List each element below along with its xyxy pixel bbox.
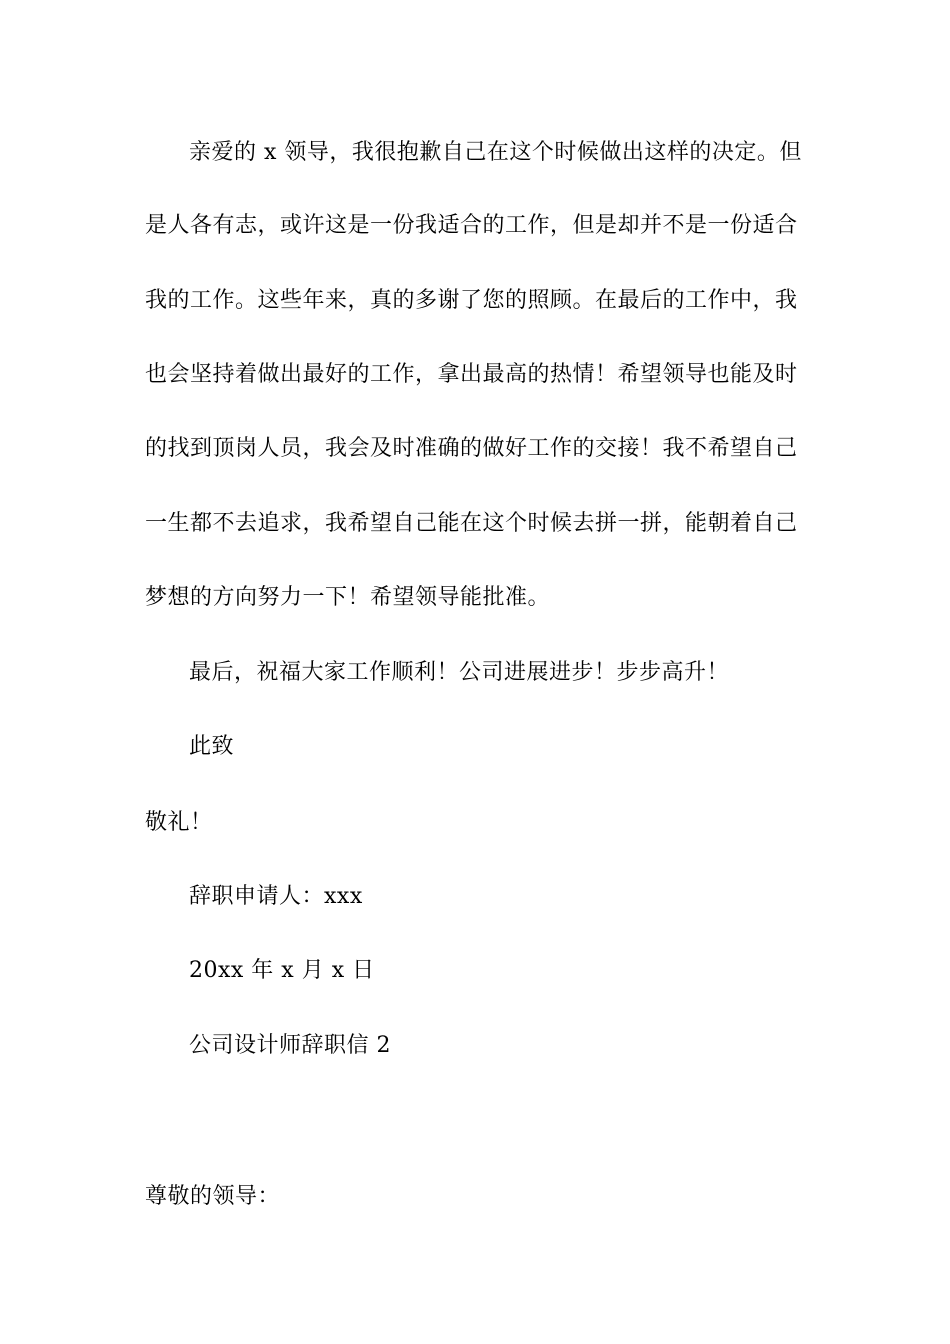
paragraph-line: 我的工作。这些年来，真的多谢了您的照顾。在最后的工作中，我 <box>145 288 798 313</box>
paragraph-line: 亲爱的 x 领导，我很抱歉自己在这个时候做出这样的决定。但 <box>189 140 802 165</box>
blessing-line: 最后，祝福大家工作顺利！公司进展进步！步步高升！ <box>189 660 730 685</box>
paragraph-line: 是人各有志，或许这是一份我适合的工作，但是却并不是一份适合 <box>145 213 798 238</box>
paragraph-line: 也会坚持着做出最好的工作，拿出最高的热情！希望领导也能及时 <box>145 362 798 387</box>
paragraph-line: 一生都不去追求，我希望自己能在这个时候去拼一拼，能朝着自己 <box>145 511 798 536</box>
salute: 敬礼！ <box>145 810 213 835</box>
letter-date: 20xx 年 x 月 x 日 <box>189 958 375 983</box>
closing-to: 此致 <box>189 734 235 759</box>
paragraph-line: 的找到顶岗人员，我会及时准确的做好工作的交接！我不希望自己 <box>145 436 798 461</box>
paragraph-line: 梦想的方向努力一下！希望领导能批准。 <box>145 585 551 610</box>
greeting: 尊敬的领导： <box>145 1184 281 1209</box>
section-title: 公司设计师辞职信 2 <box>189 1033 391 1058</box>
applicant-signature: 辞职申请人：xxx <box>189 884 363 909</box>
